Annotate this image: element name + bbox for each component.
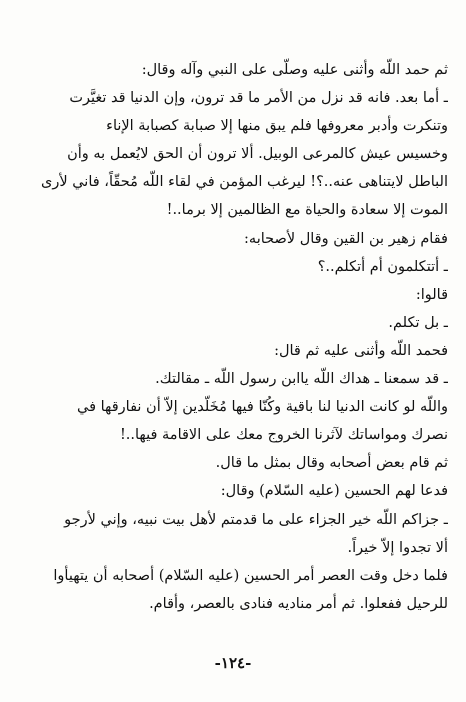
text-line: فحمد اللّه وأثنى عليه ثم قال: (274, 342, 448, 359)
text-line: الباطل لايتناهى عنه..؟! ليرغب المؤمن في لقاء اللّه مُحقّاً، فاني لأرى (40, 174, 448, 191)
body-text (18, 56, 448, 618)
text-line: للرحيل ففعلوا. ثم أمر مناديه فنادى بالعصر، وأقام. (149, 595, 448, 612)
text-line: قالوا: (415, 286, 448, 303)
text-line: فدعا لهم الحسين (عليه السّلام) وقال: (220, 483, 448, 500)
text-line: فلما دخل وقت العصر أمر الحسين (عليه السّلام) أصحابه أن يتهيأوا (53, 567, 448, 584)
text-line: ثم قام بعض أصحابه وقال بمثل ما قال. (215, 455, 448, 472)
text-line: ـ أما بعد. فانه قد نزل من الأمر ما قد ترون، وإن الدنيا قد تغيَّرت (69, 90, 448, 107)
text-line: الموت إلا سعادة والحياة مع الظالمين إلا برما..! (166, 202, 448, 219)
text-line: ـ جزاكم اللّه خير الجزاء على ما قدمتم لأهل بيت نبيه، وإني لأرجو (64, 511, 448, 528)
page-number: -١٢٤- (214, 654, 252, 672)
text-line: واللّه لو كانت الدنيا لنا باقية وكُنّا فيها مُخَلّدين إلاّ أن نفارقها في (76, 399, 448, 416)
text-line: ـ قد سمعنا ـ هداك اللّه ياابن رسول اللّه ـ مقالتك. (155, 371, 448, 388)
text-line: فقام زهير بن القين وقال لأصحابه: (244, 230, 448, 247)
text-line: ألا تجدوا إلاّ خيراً. (347, 539, 448, 556)
text-line: ـ بل تكلم. (388, 314, 448, 331)
text-line: وتنكرت وأدبر معروفها فلم يبق منها إلا صبابة كصبابة الإناء (106, 118, 448, 135)
text-line: وخسيس عيش كالمرعى الوبيل. ألا ترون أن الحق لايُعمل به وأن (67, 146, 448, 163)
text-line: ثم حمد اللّه وأثنى عليه وصلّى على النبي وآله وقال: (141, 62, 448, 78)
text-line: ـ أتتكلمون أم أتكلم..؟ (317, 258, 448, 275)
text-line: نصرك ومواساتك لآثرنا الخروج معك على الاقامة فيها..! (119, 427, 448, 444)
